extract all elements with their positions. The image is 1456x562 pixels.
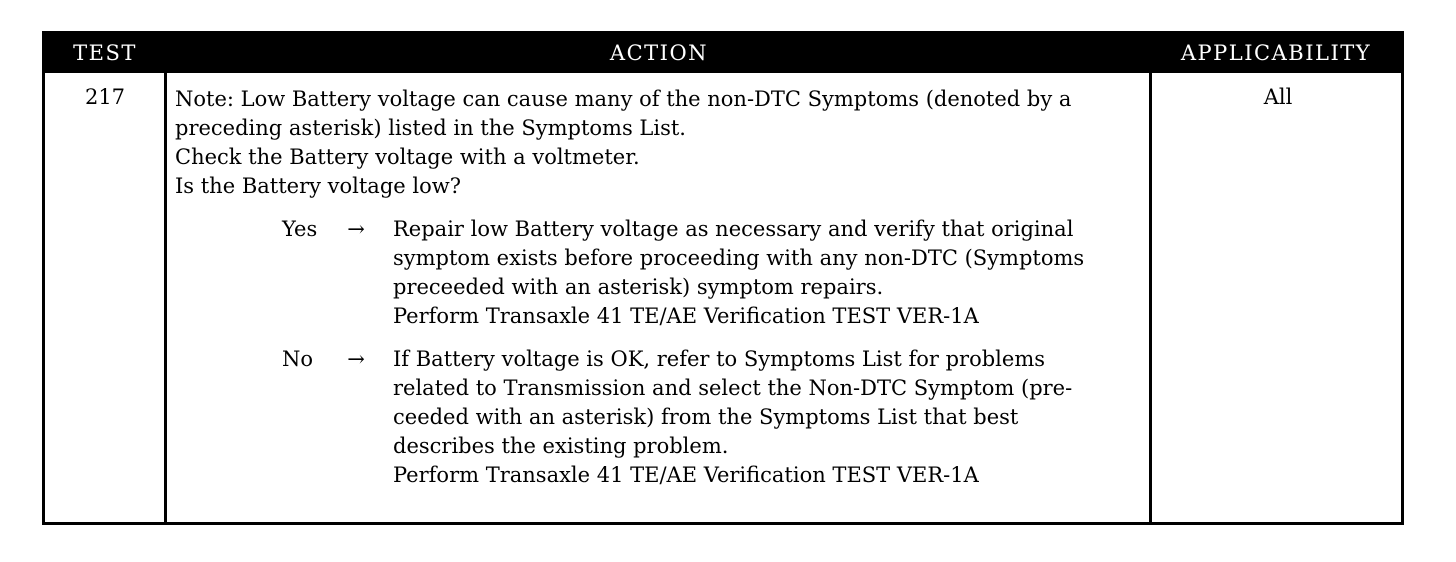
applicability-value: All [1263,85,1293,109]
result-line: Repair low Battery voltage as necessary and verify that original [393,217,1074,241]
header-test: TEST [73,41,137,65]
arrow-right-icon: → [347,217,365,241]
result-line: Perform Transaxle 41 TE/AE Verification TEST VER-1A [393,304,979,328]
result-no-text [393,345,1145,490]
arrow-right-icon: → [347,347,365,371]
result-yes-text [393,215,1145,331]
result-line: symptom exists before proceeding with any non-DTC (Symptoms [393,246,1085,270]
result-line: related to Transmission and select the Non-DTC Symptom (pre- [393,376,1073,400]
action-line: preceding asterisk) listed in the Symptoms List. [175,116,686,140]
result-no-label: No [282,347,314,371]
result-line: ceeded with an asterisk) from the Symptoms List that best [393,405,1019,429]
header-action: ACTION [609,41,709,65]
result-yes-label: Yes [282,217,318,241]
action-line: Note: Low Battery voltage can cause many of the non-DTC Symptoms (denoted by a [175,87,1072,111]
result-yes [175,215,1145,331]
result-line: describes the existing problem. [393,434,729,458]
diagnostic-test-table [42,31,1404,525]
table-row [45,73,1401,522]
table-header-row [45,34,1401,73]
result-line: Perform Transaxle 41 TE/AE Verification TEST VER-1A [393,463,979,487]
test-number: 217 [84,85,126,109]
action-cell [175,85,1145,490]
action-question: Is the Battery voltage low? [175,174,461,198]
result-no [175,345,1145,490]
result-line: preceeded with an asterisk) symptom repairs. [393,275,884,299]
header-applicability: APPLICABILITY [1180,41,1372,65]
result-line: If Battery voltage is OK, refer to Symptoms List for problems [393,347,1046,371]
action-line: Check the Battery voltage with a voltmeter. [175,145,640,169]
